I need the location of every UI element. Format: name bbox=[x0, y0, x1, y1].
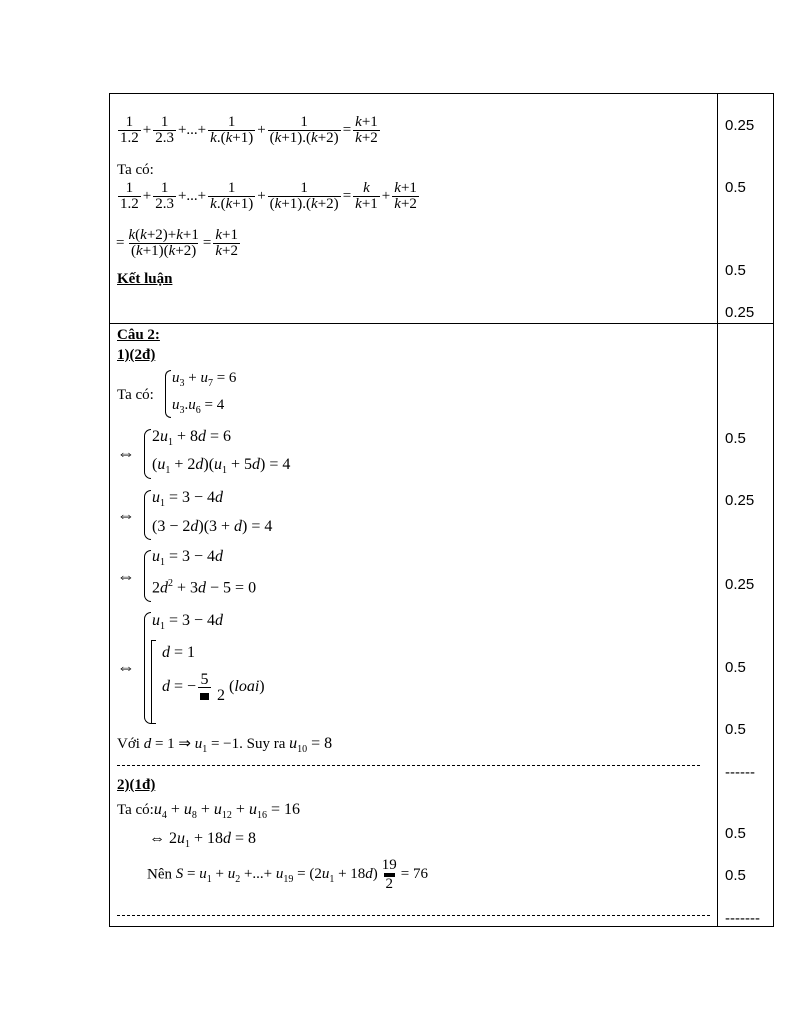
row-divider bbox=[109, 323, 774, 324]
eq-2u1: ⇔ $2u_1 + 18d = 8$ bbox=[149, 830, 257, 851]
score-dashes: ------- bbox=[725, 910, 760, 927]
system4-line1: $u_1 = 3 - 4d$ bbox=[152, 548, 224, 569]
ket-luan-heading: Kết luận bbox=[117, 271, 173, 287]
case-bracket bbox=[151, 640, 156, 724]
score: 0.5 bbox=[725, 659, 746, 676]
eq-sum-line bbox=[117, 801, 300, 821]
eq-sum-simplify: = $\frac{k(k+2)+k+1}{(k+1)(k+2)}$ = $\frac{k+1}{k+2}$ bbox=[116, 227, 238, 259]
system5-line1: $u_1 = 3 - 4d$ bbox=[152, 612, 224, 633]
ta-co-label: Ta có: bbox=[117, 802, 154, 818]
eq-sum-identity: $\frac{1}{1.2}$ + $\frac{1}{2.3}$ +...+ $\frac{1}{k.(k+1)}$ + $\frac{1}{(k+1).(k+2)}$ = $\frac{k+1}{k+2}$ bbox=[120, 114, 378, 146]
system4-line2: $2d^2 + 3d - 5 = 0$ bbox=[152, 578, 257, 597]
conclusion-line bbox=[117, 734, 332, 755]
voi-math: d = 1 ⇒ $u_1 = -1$ bbox=[143, 736, 240, 755]
score: 0.25 bbox=[725, 492, 755, 509]
score: 0.5 bbox=[725, 867, 746, 884]
eq-sum: $u_4 + u_8 + u_{12} + u_{16} = 16$ bbox=[153, 801, 300, 822]
score: 0.5 bbox=[725, 721, 746, 738]
system-brace bbox=[144, 429, 151, 479]
system3-line2: (3 − 2d)(3 + d) = 4 bbox=[152, 518, 273, 535]
eq-sum-expand: $\frac{1}{1.2}$ + $\frac{1}{2.3}$ +...+ $\frac{1}{k.(k+1)}$ + $\frac{1}{(k+1).(k+2)}$ = $\frac{k}{k+1}$ + $\frac{k+1}{k+2}$ bbox=[120, 180, 417, 212]
system3-line1: $u_1 = 3 - 4d$ bbox=[152, 489, 224, 510]
case-d-equals-1: d = 1 bbox=[162, 644, 196, 661]
system1-line1: $u_3 + u_7 = 6$ bbox=[172, 370, 237, 389]
equiv-symbol: ⇔ bbox=[117, 657, 135, 677]
score: 0.5 bbox=[725, 179, 746, 196]
system1-line2: $u_3.u_6 = 4$ bbox=[172, 397, 225, 416]
system2-line2: $(u_1 + 2d)(u_1 + 5d) = 4$ bbox=[152, 456, 291, 477]
nen-label: Nên bbox=[147, 866, 172, 883]
column-divider bbox=[717, 93, 718, 927]
nen-line bbox=[147, 858, 428, 892]
score: 0.25 bbox=[725, 117, 755, 134]
cau-2-heading: Câu 2: bbox=[117, 327, 160, 343]
sub2-heading: 2)(1đ) bbox=[117, 777, 156, 793]
ta-co-label: Ta có: bbox=[117, 162, 154, 178]
system-brace bbox=[144, 612, 151, 724]
score: 0.5 bbox=[725, 262, 746, 279]
score: 0.25 bbox=[725, 576, 755, 593]
s-formula: $S = u_1 + u_2$ +...+ $u_{19} = (2u_1 + 18d)$ $\frac{19}{2}$ = 76 bbox=[175, 857, 429, 892]
score: 0.5 bbox=[725, 430, 746, 447]
sub1-heading: 1)(2đ) bbox=[117, 347, 156, 363]
score-dashes: ------ bbox=[725, 764, 755, 781]
u10-result: $u_{10} = 8$ bbox=[289, 735, 333, 756]
system-brace bbox=[144, 490, 151, 540]
voi-label: Với bbox=[117, 736, 140, 752]
system-brace bbox=[165, 370, 171, 418]
separator-dashes bbox=[117, 765, 700, 766]
system2-line1: $2u_1 + 8d = 6$ bbox=[152, 428, 232, 449]
ta-co-label: Ta có: bbox=[117, 387, 154, 403]
equiv-symbol: ⇔ bbox=[117, 443, 135, 463]
equiv-symbol: ⇔ bbox=[117, 505, 135, 525]
case-d-rejected: d = − 5 2 (loai) bbox=[162, 671, 265, 704]
score: 0.25 bbox=[725, 304, 755, 321]
system-brace bbox=[144, 550, 151, 602]
separator-dashes bbox=[117, 915, 710, 916]
suy-ra-label: . Suy ra bbox=[239, 736, 286, 752]
equiv-symbol: ⇔ bbox=[117, 566, 135, 586]
score: 0.5 bbox=[725, 825, 746, 842]
